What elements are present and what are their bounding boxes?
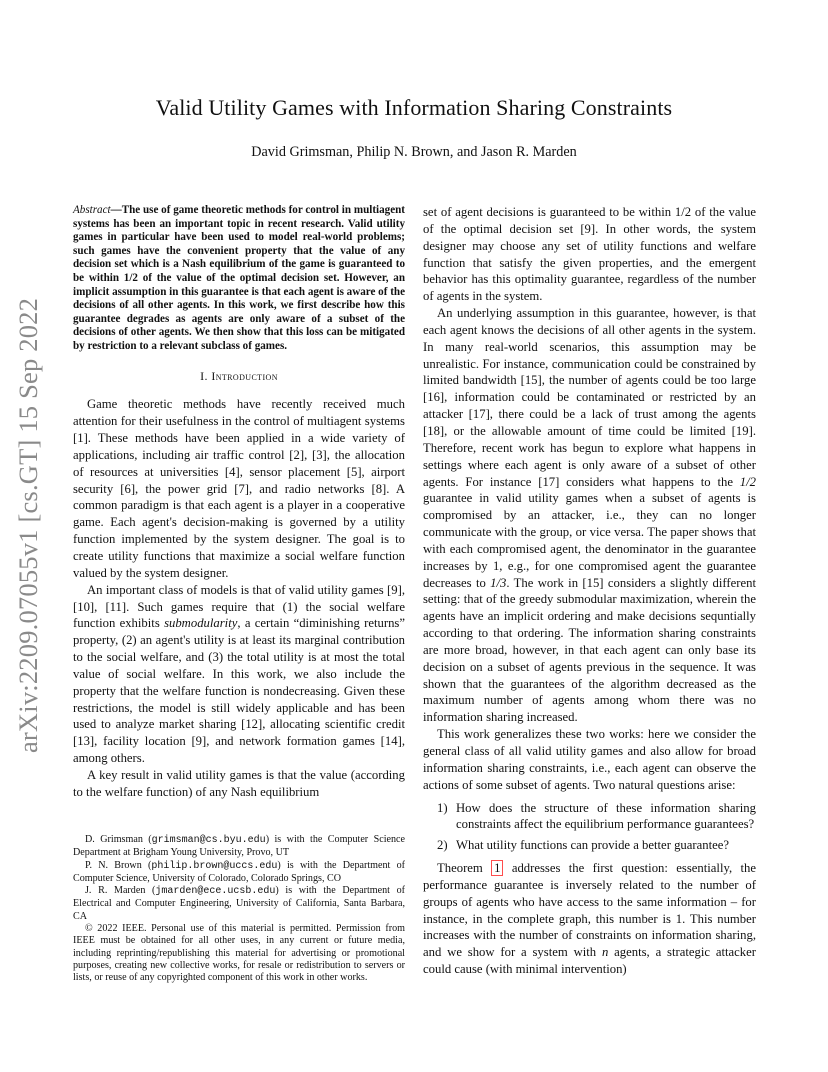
math-variable: n	[601, 945, 609, 960]
question-text: What utility functions can provide a better guarantee?	[456, 838, 730, 853]
footnote-text: J. R. Marden (	[85, 885, 156, 897]
intro-paragraph-1: Game theoretic methods have recently received much attention for their usefulness in the control of multiagent systems [1]. These methods have been applied in a wide variety of applications, including air traffic control [2], [3], the allocation of resources at universities [4], sensor placement [5], airport security [6], the power grid [7], and radio networks [8]. A common paradigm is that each agent is a player in a cooperative game. Each agent's decision-making is governed by a utility function implemented by the system designer. The goal is to create utility functions that maximize a social welfare function valued by the system designer.	[73, 397, 405, 580]
math-number: 1	[492, 558, 500, 573]
abstract-dash: —	[110, 204, 122, 216]
paragraph-text: addresses the first question: essentially, the performance guarantee is inversely related to the number of groups of agents who have access to the same information – for instance, in the complete graph, this number is 1. This number increases with the number of constraints on information sharing, and we show for a system with	[423, 861, 756, 960]
email-link[interactable]: grimsman@cs.byu.edu	[151, 835, 266, 846]
right-column	[423, 204, 756, 978]
emphasized-term: submodularity	[164, 616, 238, 631]
paragraph-text: An underlying assumption in this guarantee, however, is that each agent knows the decisions of all other agents in the system. In many real-world scenarios, this assumption may be unrealistic. For instance, communication could be constrained by limited bandwidth [15], the number of agents could be too large [16], information could be contaminated or restricted by an attacker [17], there could be a lack of trust among the agents [18], or the allowable amount of time could be limited [19]. Therefore, recent work has begun to explore what happens in settings where each agent is only aware of a subset of other agents. For instance [17] considers what happens to the	[423, 306, 756, 489]
question-number: 2)	[437, 838, 448, 853]
arxiv-identifier-stamp	[12, 290, 46, 760]
footnote-brown	[73, 860, 405, 886]
arxiv-identifier-text: arXiv:2209.07055v1 [cs.GT] 15 Sep 2022	[13, 297, 44, 753]
question-item	[423, 800, 756, 834]
footnote-text: P. N. Brown (	[85, 859, 152, 871]
paragraph-text: An important class of models is that of valid utility games [9], [10], [11]. Such games require that (1) the social welfare function exhibits	[73, 582, 405, 631]
abstract-label: Abstract	[73, 204, 111, 216]
theorem-reference-link[interactable]: 1	[491, 860, 503, 876]
left-column	[73, 204, 405, 801]
footnote-grimsman	[73, 834, 405, 860]
paper-title: Valid Utility Games with Information Sharing Constraints	[155, 95, 673, 120]
abstract	[73, 204, 405, 354]
footnote-text: ) is with the Computer Science Department at Brigham Young University, Provo, UT	[73, 834, 405, 859]
question-text: How does the structure of these information sharing constraints affect the equilibrium performance guarantees?	[456, 800, 756, 832]
footnote-marden	[73, 885, 405, 923]
section-title: Introduction	[211, 368, 278, 383]
email-link[interactable]: philip.brown@uccs.edu	[151, 860, 278, 872]
continued-paragraph: set of agent decisions is guaranteed to be within 1/2 of the value of the optimal decision set [9]. In other words, the system designer may choose any set of utility functions and welfare function that satisfy the given properties, and the emergent behavior has this optimality guarantee, regardless of the number of agents in the system.	[423, 205, 756, 304]
question-number: 1)	[437, 800, 448, 815]
math-fraction: 1/3	[490, 575, 507, 590]
intro-paragraph-3: A key result in valid utility games is that the value (according to the welfare function) of any Nash equilibrium	[73, 767, 405, 799]
paragraph-text: , e.g., for one compromised agent the guarantee decreases to	[423, 558, 757, 590]
section-number: I.	[200, 368, 212, 383]
paragraph-text: guarantee in valid utility games when a subset of agents is compromised by an attacker, i.e., they can no longer communicate with the group, or vice versa. The paper shows that with each compromised agent, the denominator in the guarantee increases by	[423, 491, 756, 573]
paragraph-text: agents, a strategic attacker could cause (with minimal intervention)	[423, 945, 756, 977]
question-item	[423, 837, 756, 854]
footnote-text: ) is with the Department of Electrical and Computer Engineering, University of California, Santa Barbara, CA	[73, 885, 406, 922]
paragraph-text: . The work in [15] considers a slightly different setting: that of the greedy submodular maximization, wherein the agents have an implicit ordering and make decisions sequntially according to that ordering. The information sharing constraints are more broad, however, in that each agent can only base its decision on a subset of agents previous in the sequence. It was shown that the guarantees of the algorithm decreased as the maximum number of agents among whom there was no information sharing increased.	[423, 575, 756, 725]
footnotes	[73, 834, 405, 985]
paragraph-text: Theorem	[437, 861, 492, 876]
question-list	[423, 800, 756, 855]
copyright-notice: © 2022 IEEE. Personal use of this material is permitted. Permission from IEEE must be obtained for all other uses, in any current or future media, including reprinting/republishing this material for advertising or promotional purposes, creating new collective works, for resale or redistribution to servers or lists, or reuse of any copyrighted component of this work in other works.	[73, 923, 405, 984]
footnote-text: D. Grimsman (	[85, 834, 152, 845]
assumption-paragraph	[423, 305, 756, 726]
paragraph-text: , a certain “diminishing returns” property, (2) an agent's utility is at least its marginal contribution to the social welfare, and (3) the total utility is at most the total value of social welfare. In this work, we also include the property that the welfare function is nondecreasing. Given these restrictions, the model is still widely applicable and has been used to analyze market sharing [12], allocating scientific credit [13], facility location [9], and network formation games [14], among others.	[73, 616, 405, 766]
math-fraction: 1/2	[739, 474, 756, 489]
generalization-paragraph: This work generalizes these two works: here we consider the general class of all valid utility games and also allow for broad information sharing constraints, i.e., each agent can observe the actions of some subset of agents. Two natural questions arise:	[423, 727, 756, 792]
email-link[interactable]: jmarden@ece.ucsb.edu	[155, 886, 276, 898]
abstract-text: The use of game theoretic methods for control in multiagent systems has been an important topic in recent research. Valid utility games in particular have been used to model real-world problems; such games have the convenient property that the value of any decision set which is a Nash equilibrium of the game is guaranteed to be within 1/2 of the value of the optimal decision set. However, an implicit assumption in this guarantee is that each agent is aware of the decisions of all other agents. In this work, we first describe how this guarantee degrades as agents are only aware of a subset of the decisions of other agents. We then show that this loss can be mitigated by restriction to a relevant subclass of games.	[73, 204, 405, 352]
section-heading-introduction	[73, 368, 405, 385]
theorem-paragraph	[423, 860, 756, 978]
author-list: David Grimsman, Philip N. Brown, and Jason R. Marden	[251, 144, 577, 160]
intro-paragraph-2	[73, 582, 405, 767]
footnote-text: ) is with the Department of Computer Science, University of Colorado, Colorado Springs, CO	[73, 859, 405, 884]
